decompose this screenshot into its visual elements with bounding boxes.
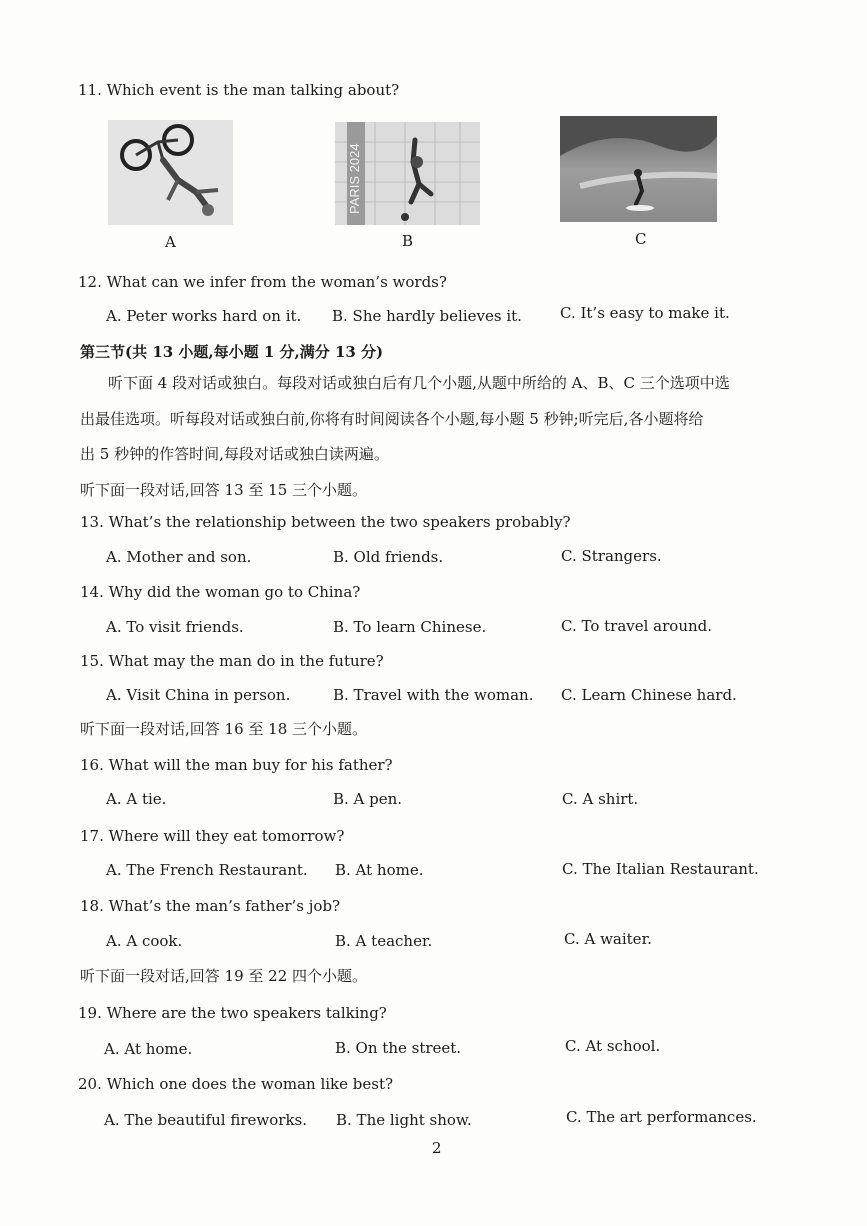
q17-option-a: A. The French Restaurant.: [106, 861, 308, 879]
question-13: 13. What’s the relationship between the two speakers probably?: [80, 513, 571, 531]
option-a-label: A: [165, 233, 176, 251]
option-a-bmx-image: [108, 120, 233, 225]
q12-option-b: B. She hardly believes it.: [332, 307, 522, 325]
q12-option-c: C. It’s easy to make it.: [560, 304, 730, 322]
q18-option-b: B. A teacher.: [335, 932, 433, 950]
bmx-cyclist-icon: [108, 120, 233, 225]
question-17: 17. Where will they eat tomorrow?: [80, 827, 345, 845]
q12-option-a: A. Peter works hard on it.: [106, 307, 302, 325]
paris-2024-banner: PARIS 2024: [347, 143, 362, 214]
q20-option-b: B. The light show.: [336, 1111, 472, 1129]
question-11: 11. Which event is the man talking about?: [78, 81, 400, 99]
q20-option-a: A. The beautiful fireworks.: [104, 1111, 308, 1129]
question-15: 15. What may the man do in the future?: [80, 652, 384, 670]
surfer-icon: [560, 116, 717, 222]
q14-option-a: A. To visit friends.: [106, 618, 244, 636]
option-c-surfing-image: [560, 116, 717, 222]
section-3-instructions-line-1: 听下面 4 段对话或独白。每段对话或独白后有几个小题,从题中所给的 A、B、C 三个选项中选: [108, 374, 730, 392]
climbing-wall-icon: [335, 122, 480, 225]
q14-option-c: C. To travel around.: [561, 617, 713, 635]
q13-option-c: C. Strangers.: [561, 547, 662, 565]
q16-option-a: A. A tie.: [106, 790, 167, 808]
question-20: 20. Which one does the woman like best?: [78, 1075, 394, 1093]
q20-option-c: C. The art performances.: [566, 1108, 757, 1126]
q19-option-c: C. At school.: [565, 1037, 661, 1055]
q18-option-a: A. A cook.: [106, 932, 183, 950]
page-number: 2: [432, 1139, 442, 1157]
q13-option-a: A. Mother and son.: [106, 548, 252, 566]
option-c-label: C: [635, 230, 647, 248]
q13-option-b: B. Old friends.: [333, 548, 444, 566]
dialog-2-instruction: 听下面一段对话,回答 16 至 18 三个小题。: [80, 720, 368, 738]
q15-option-a: A. Visit China in person.: [106, 686, 291, 704]
q16-option-b: B. A pen.: [333, 790, 403, 808]
question-18: 18. What’s the man’s father’s job?: [80, 897, 341, 915]
section-3-instructions-line-2: 出最佳选项。听每段对话或独白前,你将有时间阅读各个小题,每小题 5 秒钟;听完后,各小题将给: [80, 410, 704, 428]
q15-option-c: C. Learn Chinese hard.: [561, 686, 737, 704]
q19-option-a: A. At home.: [104, 1040, 193, 1058]
dialog-1-instruction: 听下面一段对话,回答 13 至 15 三个小题。: [80, 481, 368, 499]
question-12: 12. What can we infer from the woman’s words?: [78, 273, 447, 291]
q18-option-c: C. A waiter.: [564, 930, 652, 948]
q15-option-b: B. Travel with the woman.: [333, 686, 534, 704]
q17-option-c: C. The Italian Restaurant.: [562, 860, 759, 878]
option-b-climbing-image: [335, 122, 480, 225]
q14-option-b: B. To learn Chinese.: [333, 618, 487, 636]
q17-option-b: B. At home.: [335, 861, 424, 879]
q19-option-b: B. On the street.: [335, 1039, 462, 1057]
question-16: 16. What will the man buy for his father?: [80, 756, 393, 774]
section-3-heading: 第三节(共 13 小题,每小题 1 分,满分 13 分): [80, 343, 384, 361]
question-19: 19. Where are the two speakers talking?: [78, 1004, 387, 1022]
dialog-3-instruction: 听下面一段对话,回答 19 至 22 四个小题。: [80, 967, 368, 985]
section-3-instructions-line-3: 出 5 秒钟的作答时间,每段对话或独白读两遍。: [80, 445, 389, 463]
q16-option-c: C. A shirt.: [562, 790, 639, 808]
question-14: 14. Why did the woman go to China?: [80, 583, 361, 601]
option-b-label: B: [402, 232, 414, 250]
